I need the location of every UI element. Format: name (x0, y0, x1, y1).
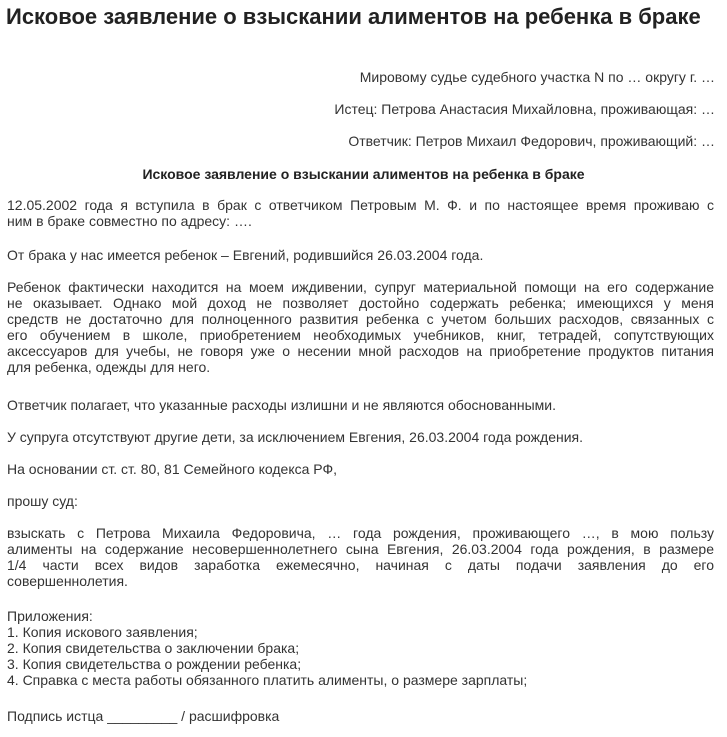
paragraph-line: 1/4 части всех видов заработка ежемесячно, начиная с даты подачи заявления до его (7, 557, 714, 573)
paragraph-line: Ребенок фактически находится на моем иждивении, супруг материальной помощи на его содержание (7, 279, 714, 295)
paragraph-request: прошу суд: (7, 493, 78, 509)
signature-line: Подпись истца _________ / расшифровка (7, 708, 280, 724)
paragraph-defendant-position: Ответчик полагает, что указанные расходы излишни и не являются обоснованными. (7, 397, 556, 413)
paragraph-line: средств не достаточно для полноценного развития ребенка с учетом больших расходов, связанных с (7, 311, 714, 327)
paragraph-line: для ребенка, одежды для него. (7, 359, 211, 375)
attachment-item: 4. Справка с места работы обязанного платить алименты, о размере зарплаты; (7, 672, 528, 688)
paragraph-line: алименты на содержание несовершеннолетнего сына Евгения, 26.03.2004 года рождения, в размере (7, 541, 714, 557)
paragraph-line: аксессуаров для учебы, не говоря уже о несении мной расходов на приобретение продуктов питания (7, 343, 714, 359)
paragraph-other-children: У супруга отсутствуют другие дети, за исключением Евгения, 26.03.2004 года рождения. (7, 429, 583, 445)
paragraph-line: не оказывает. Однако мой доход не позволяет достойно содержать ребенка; имеющихся у меня (7, 295, 714, 311)
document-title: Исковое заявление о взыскании алиментов на ребенка в браке (142, 166, 585, 182)
paragraph-support (7, 279, 714, 375)
paragraph-line: его обучением в школе, приобретением необходимых учебников, книг, тетрадей, сопутствующих (7, 327, 714, 343)
addressee-defendant: Ответчик: Петров Михаил Федорович, проживающий: … (348, 133, 715, 149)
paragraph-line: 12.05.2002 года я вступила в брак с ответчиком Петровым М. Ф. и по настоящее время проживаю с (7, 197, 714, 213)
addressee-plaintiff: Истец: Петрова Анастасия Михайловна, проживающая: … (334, 101, 715, 117)
attachment-item: 2. Копия свидетельства о заключении брака; (7, 640, 300, 656)
paragraph-marriage (7, 197, 714, 229)
paragraph-claim (7, 525, 714, 589)
page-heading: Исковое заявление о взыскании алиментов на ребенка в браке (6, 4, 701, 29)
paragraph-line: совершеннолетия. (7, 573, 128, 589)
paragraph-line: взыскать с Петрова Михаила Федоровича, … года рождения, проживающего …, в мою пользу (7, 525, 714, 541)
paragraph-line: ним в браке совместно по адресу: …. (7, 213, 252, 229)
attachments-list (7, 608, 714, 688)
addressee-court: Мировому судье судебного участка N по … округу г. … (359, 69, 715, 85)
attachment-item: 1. Копия искового заявления; (7, 624, 198, 640)
attachment-item: 3. Копия свидетельства о рождении ребенка; (7, 656, 302, 672)
attachments-label: Приложения: (7, 608, 93, 624)
paragraph-child: От брака у нас имеется ребенок – Евгений, родившийся 26.03.2004 года. (7, 247, 484, 263)
paragraph-legal-basis: На основании ст. ст. 80, 81 Семейного кодекса РФ, (7, 461, 338, 477)
